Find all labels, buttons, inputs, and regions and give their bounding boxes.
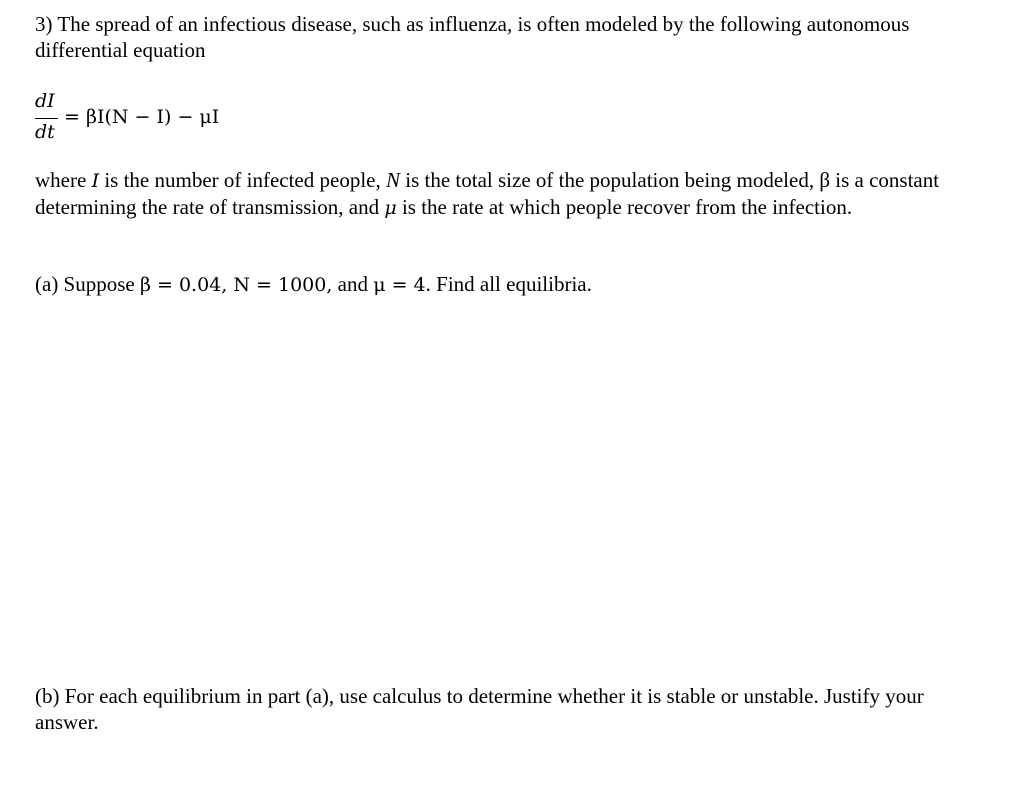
variable-n: N: [385, 168, 400, 192]
part-a-mu: μ = 4: [373, 274, 426, 296]
derivative-fraction: [35, 90, 58, 146]
part-a-text-3: . Find all equilibria.: [425, 272, 592, 296]
fraction-bar: [35, 118, 58, 119]
equation-rhs: = βI(N − I) − μI: [64, 106, 220, 128]
part-b: (b) For each equilibrium in part (a), use calculus to determine whether it is stable or unstable. Justify your answer.: [35, 684, 924, 734]
part-a: [35, 272, 975, 299]
where-text-2: is the number of infected people,: [99, 168, 386, 192]
variable-mu: μ: [384, 196, 397, 219]
part-a-text-2: and: [332, 272, 374, 296]
where-text-4: is the rate at which people recover from the infection.: [396, 194, 853, 219]
where-text-3: is the total size of the population being modeled, β is a constant determining the rate of transmission, and: [35, 168, 940, 219]
fraction-denominator: dt: [35, 121, 55, 143]
part-a-text-1: (a) Suppose: [35, 272, 140, 296]
differential-equation: [35, 90, 395, 146]
variable-i: I: [91, 170, 100, 192]
part-a-params: β = 0.04, N = 1000,: [139, 274, 333, 296]
where-text-1: where: [35, 168, 92, 192]
fraction-numerator: dI: [35, 90, 55, 112]
variable-definitions: [35, 168, 975, 221]
problem-intro: 3) The spread of an infectious disease, such as influenza, is often modeled by the following autonomous differential equation: [35, 12, 910, 62]
